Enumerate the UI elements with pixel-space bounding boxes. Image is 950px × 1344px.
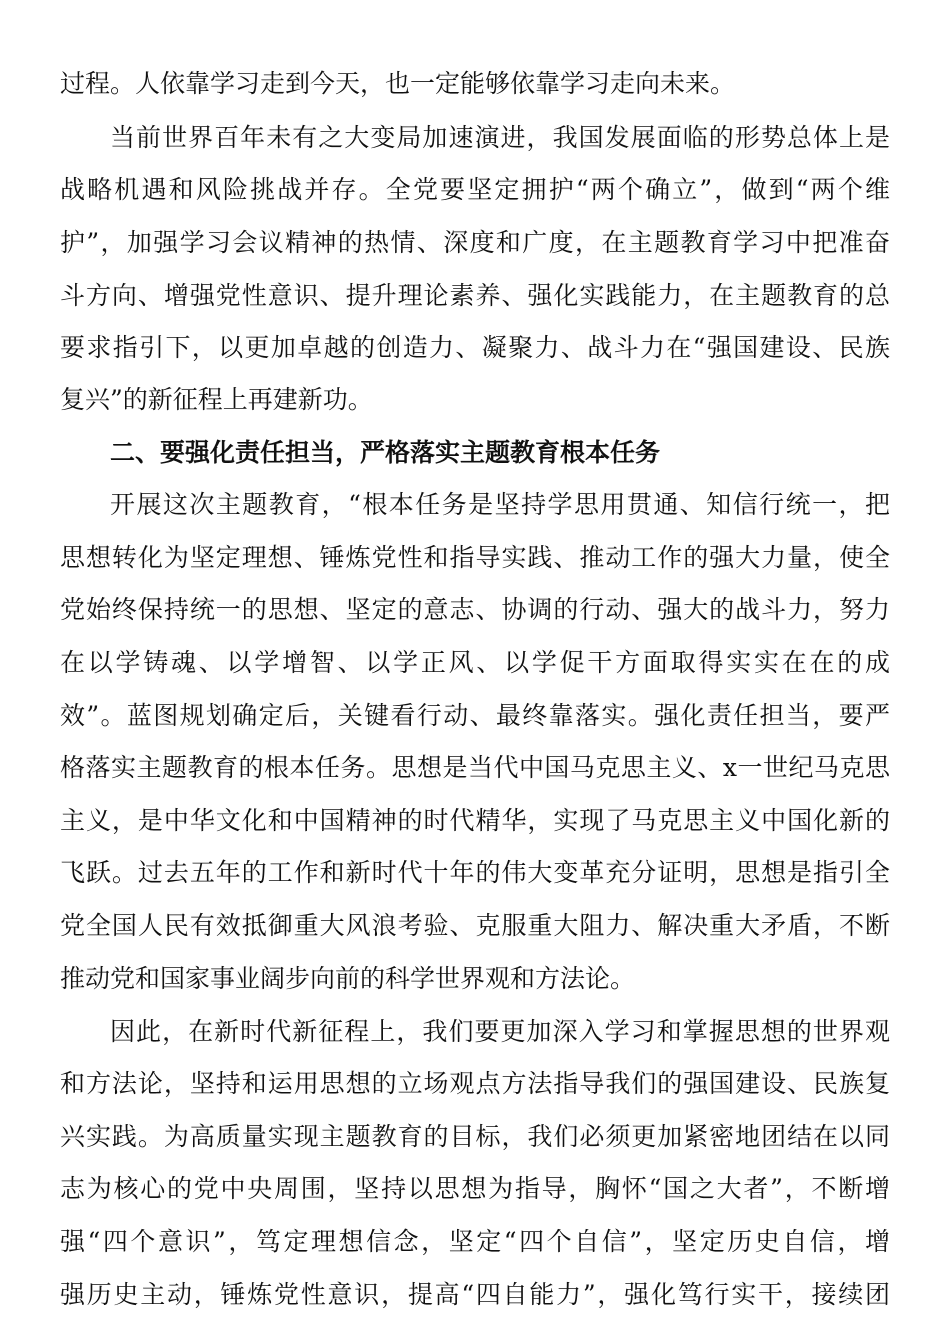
text-line: 党全国人民有效抵御重大风浪考验、克服重大阻力、解决重大矛盾，不断 [60,911,890,940]
text-line: 在以学铸魂、以学增智、以学正风、以学促干方面取得实实在在的成 [60,648,890,677]
text-line: 飞跃。过去五年的工作和新时代十年的伟大变革充分证明，思想是指引全 [60,858,890,887]
text-line: 当前世界百年未有之大变局加速演进，我国发展面临的形势总体上是 [110,123,890,152]
text-line: 主义，是中华文化和中国精神的时代精华，实现了马克思主义中国化新的 [60,806,890,835]
text-line: 复兴”的新征程上再建新功。 [60,385,373,414]
text-line: 志为核心的党中央周围，坚持以思想为指导，胸怀“国之大者”，不断增 [60,1174,890,1203]
text-line: 和方法论，坚持和运用思想的立场观点方法指导我们的强国建设、民族复 [60,1069,890,1098]
text-line: 党始终保持统一的思想、坚定的意志、协调的行动、强大的战斗力，努力 [60,595,890,624]
text-line: 推动党和国家事业阔步向前的科学世界观和方法论。 [60,964,636,993]
text-line: 因此，在新时代新征程上，我们要更加深入学习和掌握思想的世界观 [110,1017,890,1046]
text-line: 斗方向、增强党性意识、提升理论素养、强化实践能力，在主题教育的总 [60,281,890,310]
text-line: 强历史主动，锤炼党性意识，提高“四自能力”，强化笃行实干，接续团 [60,1280,890,1309]
text-line: 战略机遇和风险挑战并存。全党要坚定拥护“两个确立”，做到“两个维 [60,175,890,204]
text-line: 过程。人依靠学习走到今天，也一定能够依靠学习走向未来。 [60,69,736,98]
text-line: 效”。蓝图规划确定后，关键看行动、最终靠落实。强化责任担当，要严 [60,701,890,730]
text-line: 护”，加强学习会议精神的热情、深度和广度，在主题教育学习中把准奋 [60,228,890,257]
text-line: 兴实践。为高质量实现主题教育的目标，我们必须更加紧密地团结在以同 [60,1122,890,1151]
text-line: 格落实主题教育的根本任务。思想是当代中国马克思主义、x一世纪马克思 [60,753,890,782]
section-heading: 二、要强化责任担当，严格落实主题教育根本任务 [110,438,661,467]
text-line: 思想转化为坚定理想、锤炼党性和指导实践、推动工作的强大力量，使全 [60,543,890,572]
text-line: 强“四个意识”，笃定理想信念，坚定“四个自信”，坚定历史自信，增 [60,1227,890,1256]
text-line: 要求指引下，以更加卓越的创造力、凝聚力、战斗力在“强国建设、民族 [60,333,890,362]
text-line: 开展这次主题教育，“根本任务是坚持学思用贯通、知信行统一，把 [110,490,890,519]
